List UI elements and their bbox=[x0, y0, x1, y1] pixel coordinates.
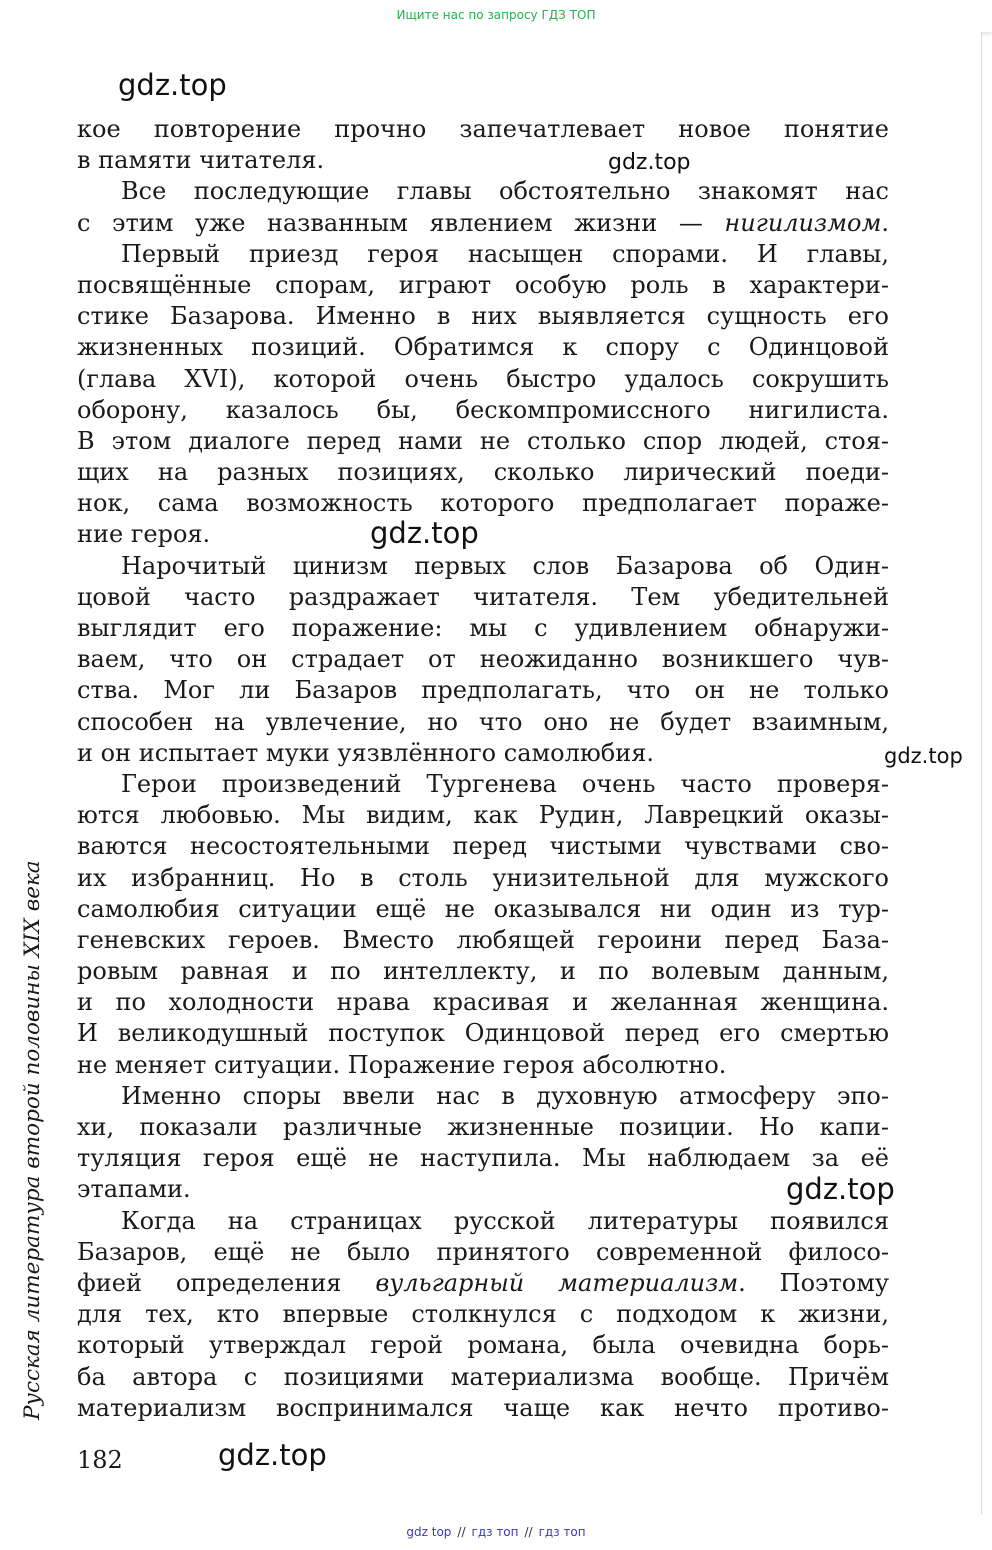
bottom-bar bbox=[0, 1514, 992, 1550]
text-line: щих на разных позициях, сколько лирический поеди- bbox=[77, 458, 889, 487]
watermark: gdz.top bbox=[218, 1438, 327, 1472]
watermark: gdz.top bbox=[608, 150, 691, 175]
top-banner-text[interactable]: Ищите нас по запросу ГДЗ ТОП bbox=[396, 8, 596, 22]
text-line: туляция героя ещё не наступила. Мы наблюдаем за её bbox=[77, 1144, 889, 1173]
text-line: способен на увлечение, но что оно не будет взаимным, bbox=[77, 707, 889, 736]
bottom-link[interactable]: гдз топ bbox=[471, 1525, 519, 1539]
italic-term: нигилизмом bbox=[724, 208, 882, 237]
separator: // bbox=[524, 1525, 533, 1539]
text-line: Базаров, ещё не было принятого современной филосо- bbox=[77, 1237, 889, 1266]
text-fragment: . Поэтому bbox=[738, 1268, 889, 1297]
text-line: цовой часто раздражает читателя. Тем убедительней bbox=[77, 582, 889, 611]
text-line: Нарочитый цинизм первых слов Базарова об Один- bbox=[121, 551, 889, 580]
watermark: gdz.top bbox=[786, 1172, 895, 1206]
text-line: который утверждал герой романа, была очевидна борь- bbox=[77, 1331, 889, 1360]
watermark: gdz.top bbox=[884, 744, 963, 768]
side-caption: Русская литература второй половины XIX века bbox=[20, 860, 45, 1420]
text-line: Именно споры ввели нас в духовную атмосферу эпо- bbox=[121, 1081, 889, 1110]
text-line: ются любовью. Мы видим, как Рудин, Лаврецкий оказы- bbox=[77, 801, 889, 830]
body-text bbox=[77, 114, 889, 1424]
text-line: выглядит его поражение: мы с удивлением обнаружи- bbox=[77, 614, 889, 642]
text-line: не меняет ситуации. Поражение героя абсолютно. bbox=[77, 1050, 727, 1079]
text-fragment: с этим уже названным явлением жизни — bbox=[77, 208, 703, 237]
text-fragment: . bbox=[881, 208, 889, 237]
text-line: стике Базарова. Именно в них выявляется сущность его bbox=[77, 302, 889, 331]
text-line: И великодушный поступок Одинцовой перед его смертью bbox=[77, 1019, 889, 1048]
text-line: посвящённые спорам, играют особую роль в характери- bbox=[77, 270, 889, 299]
text-line: Первый приезд героя насыщен спорами. И главы, bbox=[121, 239, 889, 268]
text-line: материализм воспринимался чаще как нечто противо- bbox=[77, 1393, 889, 1422]
text-line: Когда на страницах русской литературы появился bbox=[121, 1206, 889, 1235]
page-number: 182 bbox=[77, 1446, 123, 1474]
text-line: Герои произведений Тургенева очень часто проверя- bbox=[121, 769, 889, 798]
text-fragment: фией определения bbox=[77, 1268, 342, 1297]
bottom-link[interactable]: gdz top bbox=[406, 1525, 452, 1539]
text-line: ства. Мог ли Базаров предполагать, что он не только bbox=[77, 676, 889, 705]
text-line: кое повторение прочно запечатлевает новое понятие bbox=[77, 115, 889, 143]
top-banner[interactable] bbox=[0, 0, 992, 32]
separator: // bbox=[457, 1525, 466, 1539]
watermark: gdz.top bbox=[370, 516, 479, 550]
text-line bbox=[77, 1268, 889, 1299]
text-line: для тех, кто впервые столкнулся с подходом к жизни, bbox=[77, 1300, 889, 1329]
text-line: и он испытает муки уязвлённого самолюбия. bbox=[77, 738, 654, 767]
text-line: Все последующие главы обстоятельно знакомят нас bbox=[121, 177, 889, 206]
text-line: ваются несостоятельными перед чистыми чувствами сво- bbox=[77, 832, 889, 861]
text-line: В этом диалоге перед нами не столько спор людей, стоя- bbox=[77, 426, 889, 455]
text-line: (глава XVI), которой очень быстро удалось сокрушить bbox=[77, 364, 889, 393]
bottom-link[interactable]: гдз топ bbox=[538, 1525, 586, 1539]
text-line: ваем, что он страдает от неожиданно возникшего чув- bbox=[77, 645, 889, 674]
text-line: этапами. bbox=[77, 1175, 191, 1204]
text-line: хи, показали различные жизненные позиции. Но капи- bbox=[77, 1113, 889, 1141]
text-line: оборону, казалось бы, бескомпромиссного нигилиста. bbox=[77, 395, 889, 424]
text-line: жизненных позиций. Обратимся к спору с Одинцовой bbox=[77, 333, 889, 362]
text-line: ровым равная и по интеллекту, и по волевым данным, bbox=[77, 957, 889, 986]
text-line: и по холодности нрава красивая и желанная женщина. bbox=[77, 988, 889, 1017]
text-line: ба автора с позициями материализма вообще. Причём bbox=[77, 1362, 889, 1391]
italic-term: вульгарный материализм bbox=[375, 1268, 739, 1297]
text-line: в памяти читателя. bbox=[77, 146, 325, 175]
text-line: их избранниц. Но в столь унизительной для мужского bbox=[77, 863, 889, 892]
text-line: ние героя. bbox=[77, 520, 211, 549]
text-line: самолюбия ситуации ещё не оказывался ни один из тур- bbox=[77, 894, 889, 923]
text-line bbox=[77, 208, 889, 239]
watermark: gdz.top bbox=[118, 68, 227, 102]
text-line: геневских героев. Вместо любящей героини перед База- bbox=[77, 925, 889, 954]
text-line: нок, сама возможность которого предполагает пораже- bbox=[77, 489, 889, 518]
